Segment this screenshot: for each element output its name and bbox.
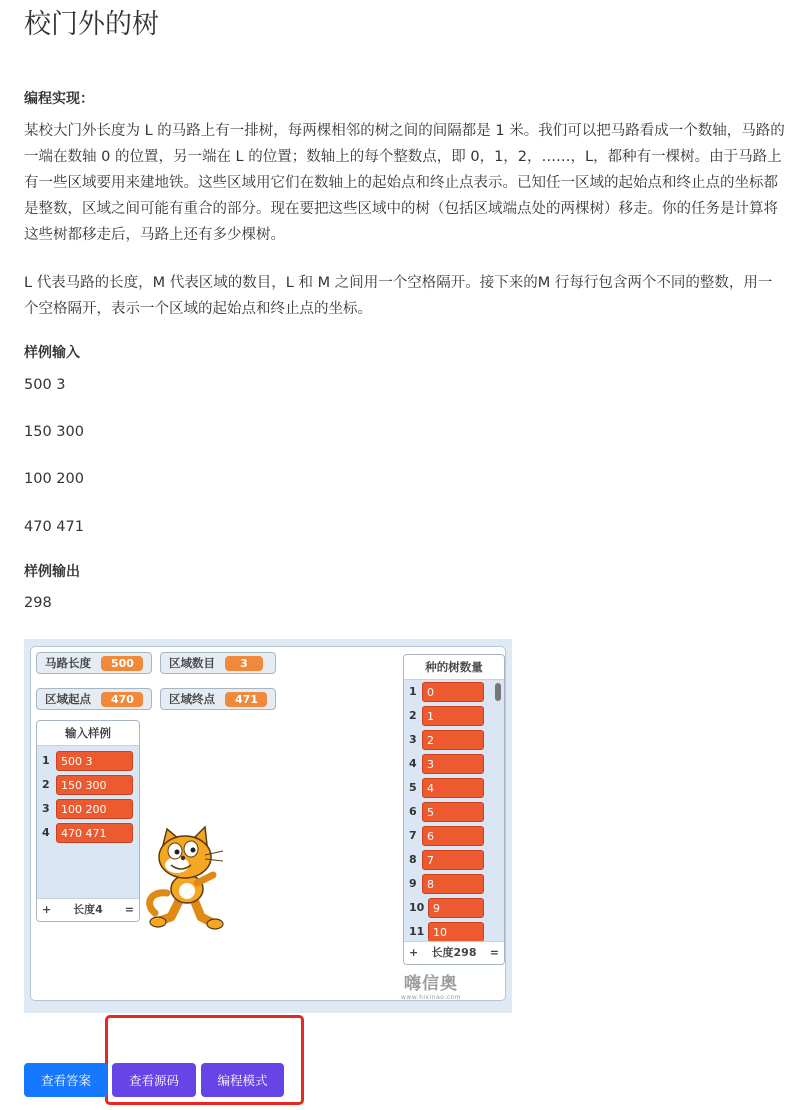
sample-output-label: 样例输出 (24, 564, 80, 580)
sample-input-line: 150 300 (24, 424, 84, 440)
add-item-button[interactable]: + (409, 946, 419, 959)
region-end-monitor (160, 688, 276, 710)
programming-mode-button[interactable]: 编程模式 (201, 1063, 284, 1097)
trees-count-list[interactable] (403, 654, 505, 965)
list-item (404, 728, 504, 752)
list-item (404, 872, 504, 896)
sample-input-line: 100 200 (24, 471, 84, 487)
monitor-label: 区域数目 (169, 656, 215, 670)
scratch-stage[interactable] (24, 639, 512, 1013)
monitor-value: 471 (225, 692, 267, 707)
list-item (404, 704, 504, 728)
list-index: 10 (409, 901, 425, 914)
list-cell[interactable]: 7 (422, 850, 484, 870)
list-index: 6 (409, 805, 417, 818)
problem-description: 某校大门外长度为 L 的马路上有一排树，每两棵相邻的树之间的间隔都是 1 米。我们可以把马路看成一个数轴，马路的一端在数轴 0 的位置，另一端在 L 的位置；数轴上的每个整数点，即 0，1，2，……，L，都种有一棵树。由于马路上有一些区域要用来建地铁。这些区域用它们在数轴上的起始点和终止点表示。已知任一区域的起始点和终止点的坐标都是整数，区域之间可能有重合的部分。现在要把这些区域中的树（包括区域端点处的两棵树）移走。你的任务是计算将这些树都移走后，马路上还有多少棵树。 (24, 123, 785, 243)
list-item (404, 752, 504, 776)
list-item (404, 824, 504, 848)
list-cell[interactable]: 10 (428, 922, 484, 942)
list-cell[interactable]: 5 (422, 802, 484, 822)
list-cell[interactable]: 6 (422, 826, 484, 846)
list-length: 长度298 (431, 946, 477, 959)
section-label: 编程实现： (24, 91, 94, 107)
list-index: 4 (42, 826, 50, 839)
watermark-main: 嗨信奥 (404, 974, 459, 994)
list-index: 3 (42, 802, 50, 815)
list-cell[interactable]: 4 (422, 778, 484, 798)
sample-input-line: 470 471 (24, 519, 84, 535)
list-item (404, 920, 504, 942)
list-item (37, 749, 139, 773)
list-index: 8 (409, 853, 417, 866)
view-answer-button[interactable]: 查看答案 (24, 1063, 108, 1097)
list-item (37, 773, 139, 797)
monitor-value: 500 (101, 656, 143, 671)
list-item (404, 800, 504, 824)
list-length: 长度4 (73, 903, 103, 916)
list-item (404, 848, 504, 872)
list-index: 1 (42, 754, 50, 767)
view-source-button[interactable]: 查看源码 (112, 1063, 196, 1097)
watermark-logo (401, 969, 461, 1001)
list-item (37, 821, 139, 845)
list-title: 输入样例 (37, 721, 139, 746)
resize-handle[interactable]: = (124, 903, 134, 916)
list-index: 9 (409, 877, 417, 890)
list-cell[interactable]: 1 (422, 706, 484, 726)
list-cell[interactable]: 8 (422, 874, 484, 894)
list-cell[interactable]: 500 3 (56, 751, 133, 771)
sample-output-value: 298 (24, 595, 52, 611)
monitor-value: 470 (101, 692, 143, 707)
list-item (404, 680, 504, 704)
list-index: 5 (409, 781, 417, 794)
input-description: L 代表马路的长度，M 代表区域的数目，L 和 M 之间用一个空格隔开。接下来的M 行每行包含两个不同的整数，用一个空格隔开，表示一个区域的起始点和终止点的坐标。 (24, 275, 773, 317)
list-footer (404, 941, 504, 964)
list-title: 种的树数量 (404, 655, 504, 680)
resize-handle[interactable]: = (489, 946, 499, 959)
list-index: 11 (409, 925, 425, 938)
region-count-monitor (160, 652, 276, 674)
list-cell[interactable]: 0 (422, 682, 484, 702)
list-index: 7 (409, 829, 417, 842)
list-scrollbar[interactable] (495, 683, 501, 701)
sample-input-line: 500 3 (24, 377, 66, 393)
input-sample-list[interactable] (36, 720, 140, 922)
list-index: 2 (409, 709, 417, 722)
list-cell[interactable]: 150 300 (56, 775, 133, 795)
list-body (37, 746, 139, 899)
stage-canvas[interactable] (30, 646, 506, 1001)
monitor-label: 区域终点 (169, 692, 215, 706)
add-item-button[interactable]: + (42, 903, 52, 916)
monitor-value: 3 (225, 656, 263, 671)
list-item (37, 797, 139, 821)
list-cell[interactable]: 2 (422, 730, 484, 750)
list-index: 2 (42, 778, 50, 791)
list-item (404, 776, 504, 800)
list-cell[interactable]: 100 200 (56, 799, 133, 819)
list-cell[interactable]: 470 471 (56, 823, 133, 843)
list-cell[interactable]: 3 (422, 754, 484, 774)
list-index: 1 (409, 685, 417, 698)
list-footer (37, 898, 139, 921)
list-index: 4 (409, 757, 417, 770)
region-start-monitor (36, 688, 152, 710)
scratch-cat-sprite[interactable] (141, 825, 241, 931)
page-title: 校门外的树 (24, 9, 159, 40)
list-cell[interactable]: 9 (428, 898, 484, 918)
list-body (404, 680, 504, 942)
list-item (404, 896, 504, 920)
road-length-monitor (36, 652, 152, 674)
list-index: 3 (409, 733, 417, 746)
monitor-label: 区域起点 (45, 692, 91, 706)
sample-input-label: 样例输入 (24, 345, 80, 361)
monitor-label: 马路长度 (45, 656, 91, 670)
watermark-url: www.hixinao.com (401, 994, 462, 1001)
